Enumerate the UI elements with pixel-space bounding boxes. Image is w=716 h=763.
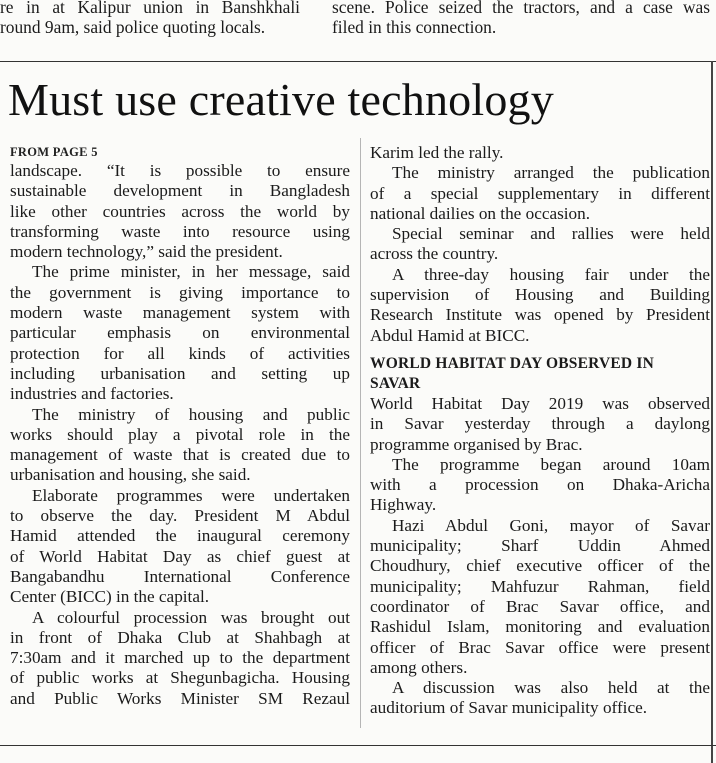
text-line: Hamid attended the inaugural ceremony (10, 526, 350, 546)
paragraph (10, 161, 350, 262)
text-line: filed in this connection. (332, 17, 497, 37)
column-divider (360, 138, 361, 728)
text-line: Abdul Hamid at BICC. (370, 325, 530, 345)
paragraph (10, 608, 350, 709)
right-column (370, 143, 710, 719)
text-line: A discussion was also held at the (392, 678, 710, 698)
text-line: among others. (370, 657, 468, 677)
text-line: Center (BICC) in the capital. (10, 587, 210, 607)
paragraph (370, 163, 710, 224)
text-line: landscape. “It is possible to ensure (10, 161, 350, 180)
text-line: A three-day housing fair under the (392, 264, 710, 284)
left-paragraphs (10, 161, 350, 709)
text-line: Karim led the rally. (370, 143, 504, 162)
right-paragraphs (370, 143, 710, 346)
paragraph (370, 224, 710, 265)
text-line: re in at Kalipur union in Banshkhali (0, 0, 300, 17)
text-line: works should play a pivotal role in the (10, 424, 350, 444)
text-line: industries and factories. (10, 384, 174, 404)
text-line: modern waste management system with (10, 303, 350, 323)
paragraph (370, 516, 710, 678)
previous-article-fragment-left (0, 0, 300, 37)
bottom-rule (0, 745, 716, 746)
text-line: Hazi Abdul Goni, mayor of Savar (392, 515, 710, 535)
paragraph (10, 486, 350, 608)
text-line: Research Institute was opened by President (370, 305, 710, 325)
text-line: protection for all kinds of activities (10, 343, 350, 363)
text-line: transforming waste into resource using (10, 221, 350, 241)
text-line: The prime minister, in her message, said (32, 262, 350, 282)
text-line: municipality; Sharf Uddin Ahmed (370, 536, 710, 556)
text-line: A colourful procession was brought out (32, 607, 350, 627)
top-rule (0, 61, 716, 62)
text-line: round 9am, said police quoting locals. (0, 17, 266, 37)
text-line: World Habitat Day 2019 was observed (370, 393, 710, 413)
text-line: across the country. (370, 244, 499, 264)
right-paragraphs-after (370, 394, 710, 719)
text-line: sustainable development in Bangladesh (10, 181, 350, 201)
text-line: with a procession on Dhaka-Aricha (370, 475, 710, 495)
jump-kicker: FROM PAGE 5 (10, 145, 98, 159)
paragraph (10, 405, 350, 486)
text-line: scene. Police seized the tractors, and a case was (332, 0, 710, 17)
text-line: of World Habitat Day as chief guest at (10, 546, 350, 566)
text-line: particular emphasis on environmental (10, 323, 350, 343)
text-line: and Public Works Minister SM Rezaul (10, 688, 350, 708)
paragraph (10, 262, 350, 404)
paragraph (370, 265, 710, 346)
text-line: The ministry arranged the publication (392, 163, 710, 183)
text-line: of public works at Shegunbagicha. Housing (10, 668, 350, 688)
text-line: national dailies on the occasion. (370, 203, 591, 223)
text-line: Bangabandhu International Conference (10, 566, 350, 586)
text-line: urbanisation and housing, she said. (10, 465, 251, 485)
subhead-line: SAVAR (370, 374, 421, 392)
text-line: to observe the day. President M Abdul (10, 506, 350, 526)
text-line: The ministry of housing and public (32, 404, 350, 424)
text-line: Elaborate programmes were undertaken (32, 485, 350, 505)
text-line: The programme began around 10am (392, 454, 710, 474)
text-line: management of waste that is created due to (10, 445, 350, 465)
text-line: of a special supplementary in different (370, 183, 710, 203)
text-line: programme organised by Brac. (370, 434, 583, 454)
paragraph (370, 678, 710, 719)
text-line: the government is giving importance to (10, 282, 350, 302)
text-line: auditorium of Savar municipality office. (370, 698, 647, 718)
text-line: supervision of Housing and Building (370, 285, 710, 305)
text-line: in front of Dhaka Club at Shahbagh at (10, 627, 350, 647)
previous-article-fragment-right (332, 0, 710, 37)
text-line: officer of Brac Savar office were present (370, 637, 710, 657)
text-line: in Savar yesterday through a daylong (370, 414, 710, 434)
section-subhead (370, 354, 710, 394)
text-line: modern technology,” said the president. (10, 242, 283, 262)
text-line: Choudhury, chief executive officer of the (370, 556, 710, 576)
paragraph (370, 394, 710, 455)
subhead-line: WORLD HABITAT DAY OBSERVED IN (370, 354, 655, 372)
text-line: Rashidul Islam, monitoring and evaluation (370, 617, 710, 637)
article-headline: Must use creative technology (8, 74, 554, 125)
text-line: like other countries across the world by (10, 201, 350, 221)
text-line: municipality; Mahfuzur Rahman, field (370, 576, 710, 596)
left-column (10, 143, 350, 709)
page-edge (711, 61, 713, 763)
text-line: Highway. (370, 495, 437, 515)
text-line: including urbanisation and setting up (10, 363, 350, 383)
text-line: Special seminar and rallies were held (392, 224, 710, 244)
text-line: coordinator of Brac Savar office, and (370, 596, 710, 616)
paragraph (370, 143, 710, 163)
paragraph (370, 455, 710, 516)
text-line: 7:30am and it marched up to the department (10, 648, 350, 668)
